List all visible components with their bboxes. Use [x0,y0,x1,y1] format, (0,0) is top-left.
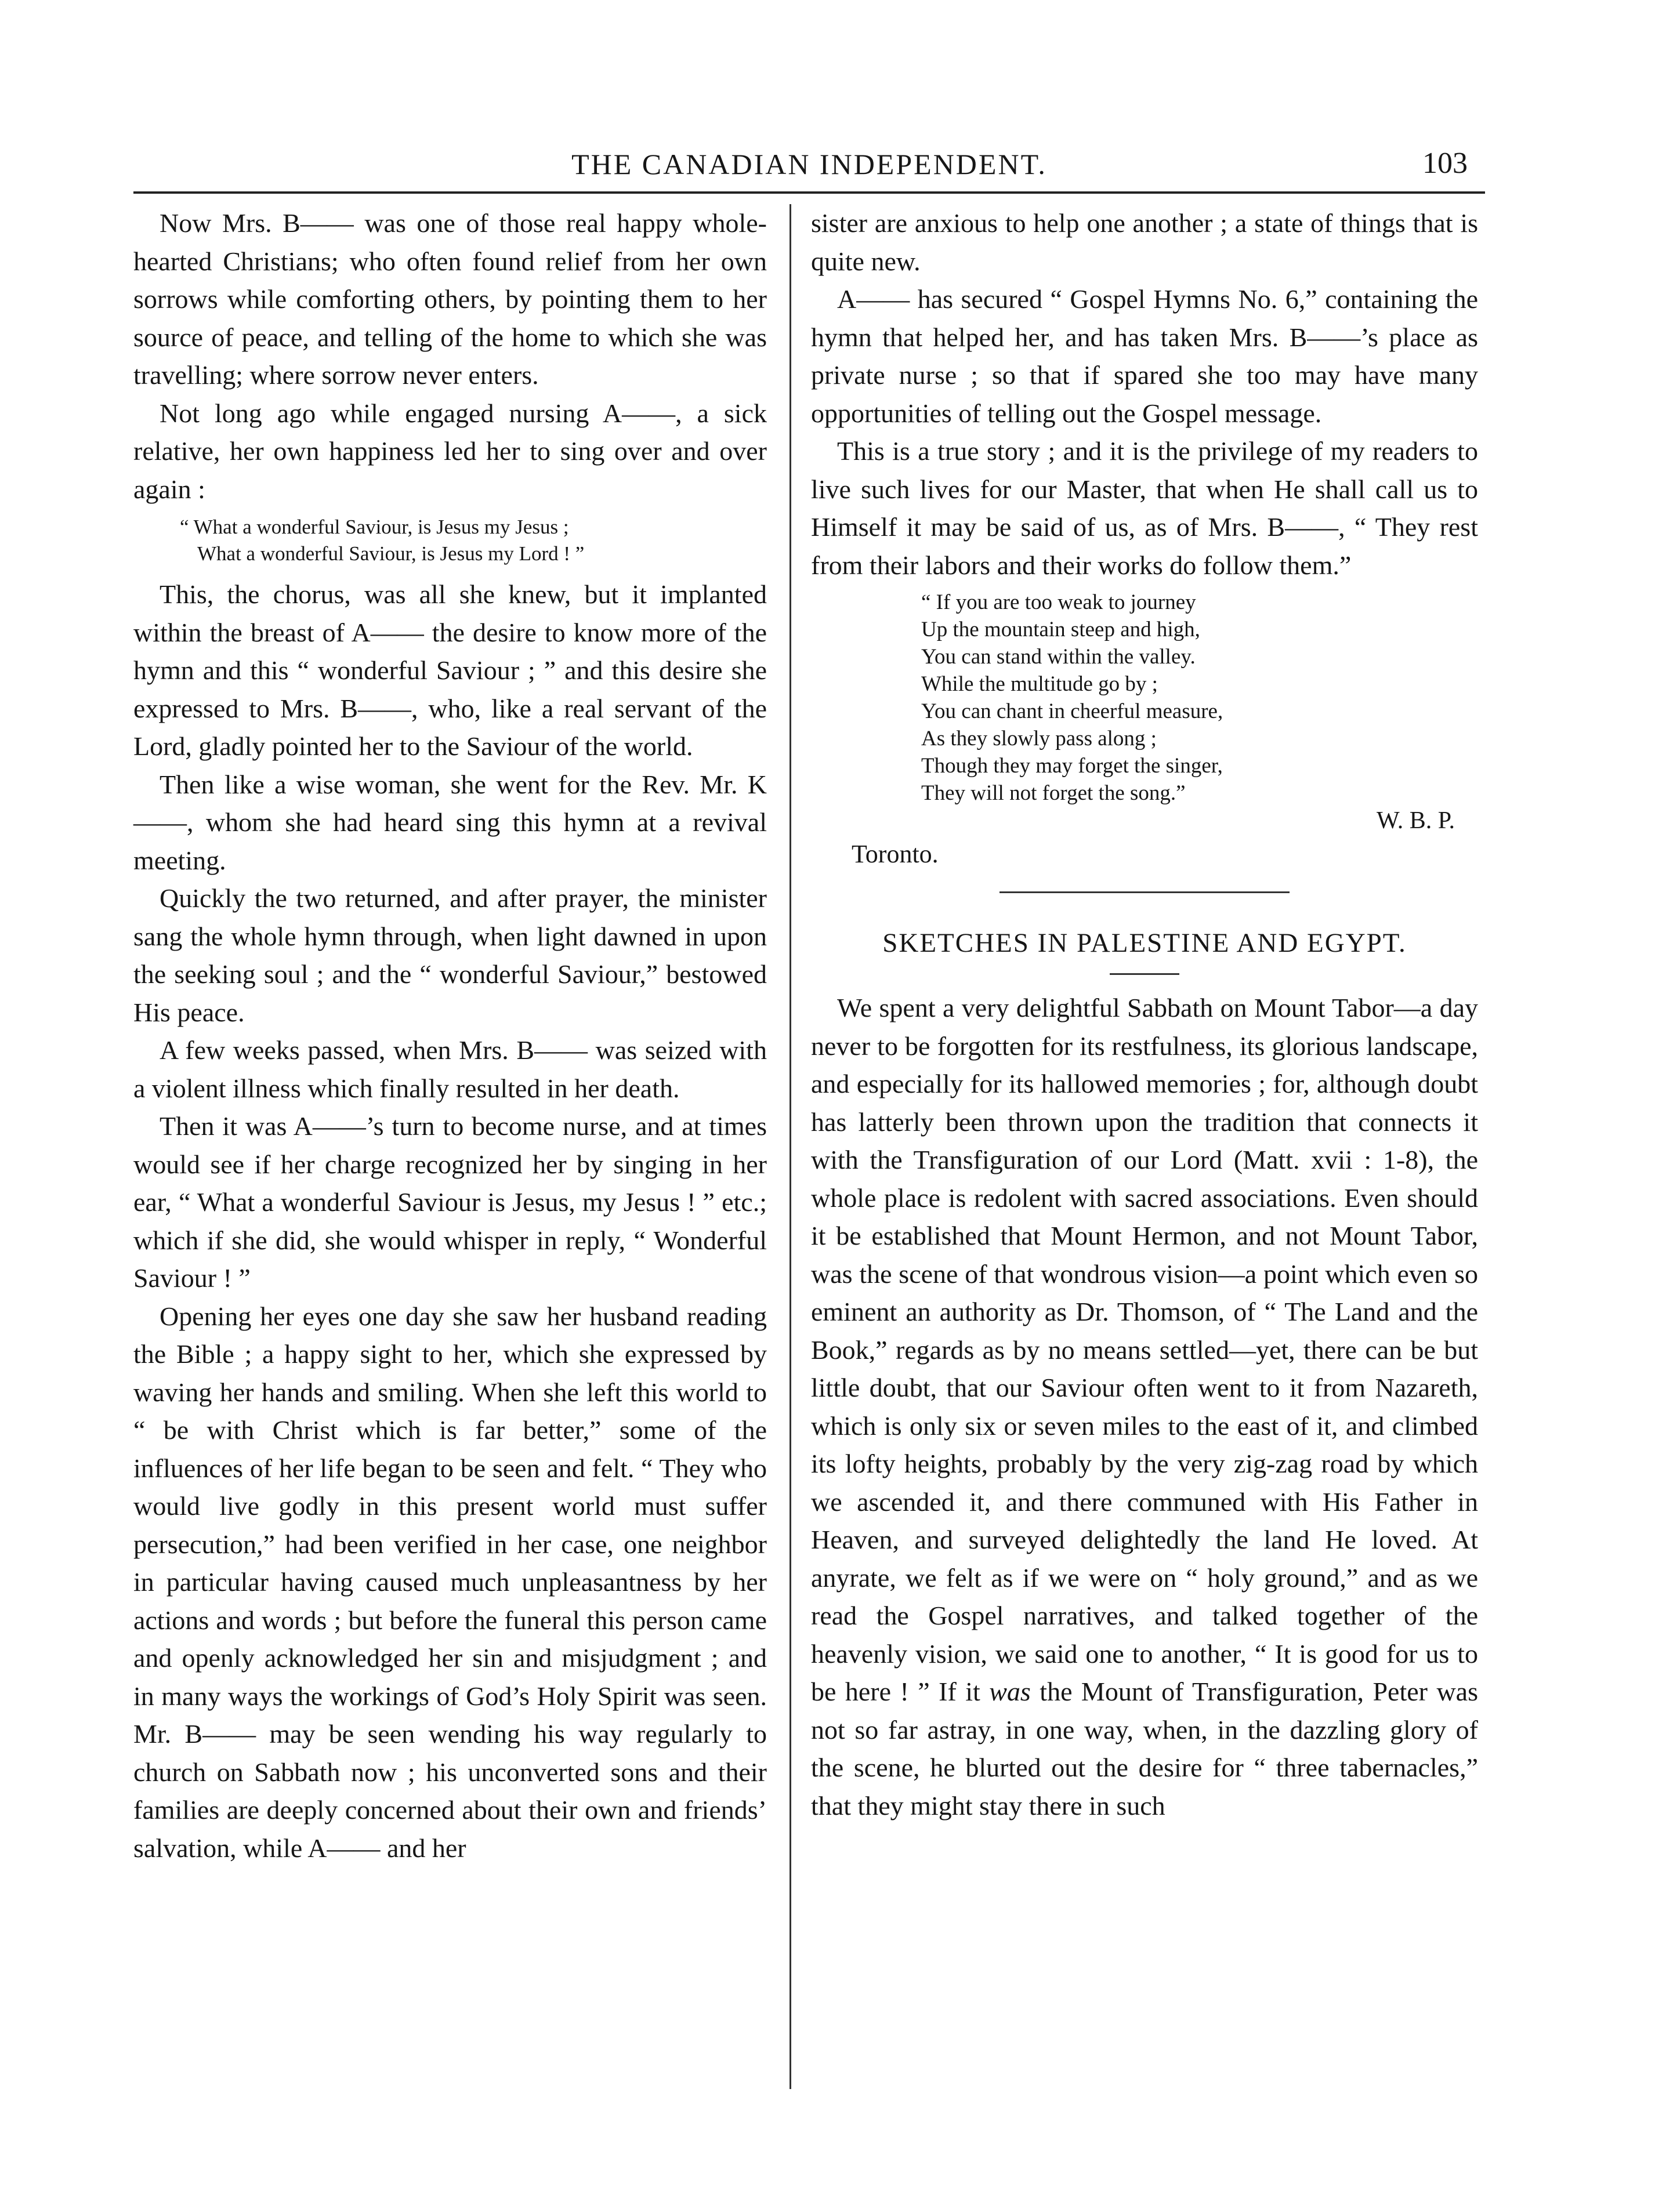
paragraph: A—— has secured “ Gospel Hymns No. 6,” containing the hymn that helped her, and has taken Mrs. B——’s place as private nurse ; so that if spared she too may have many opportunities of telling out the Gospel message. [811,284,1478,428]
paragraph: Then it was A——’s turn to become nurse, and at times would see if her charge recognized her by singing in her ear, “ What a wonderful Saviour is Jesus, my Jesus ! ” etc.; which if she did, she would whisper in reply, “ Wonderful Saviour ! ” [133,1111,767,1293]
section-heading: SKETCHES IN PALESTINE AND EGYPT. [882,928,1407,958]
place-line: Toronto. [852,840,939,868]
paragraph: Then like a wise woman, she went for the Rev. Mr. K——, whom she had heard sing this hymn at a revival meeting. [133,769,767,875]
poem-line: You can stand within the valley. [921,645,1196,669]
poem-line: Up the mountain steep and high, [921,618,1200,641]
left-column [133,204,767,1867]
paragraph: sister are anxious to help one another ; a state of things that is quite new. [811,208,1478,276]
page-header [133,133,1485,183]
paragraph [811,989,1478,1825]
paragraph: Now Mrs. B—— was one of those real happy whole-hearted Christians; who often found relief from her own sorrows while comforting others, by pointing them to her source of peace, and telling of the home to which she was travelling; where sorrow never enters. [133,208,767,390]
page-number: 103 [1422,147,1468,180]
section-rule [999,891,1290,893]
newspaper-page [133,133,1485,2094]
poem [921,589,1478,807]
poem-line: You can chant in cheerful measure, [921,699,1223,723]
poem-line: As they slowly pass along ; [921,727,1157,750]
hymn-chorus [180,514,767,567]
column-divider [790,204,791,2089]
paragraph: Opening her eyes one day she saw her husband reading the Bible ; a happy sight to her, which she expressed by waving her hands and smiling. When she left this world to “ be with Christ which is far better,” some of the influences of her life began to be seen and felt. “ They who would live godly in this present world must suffer persecution,” had been verified in her case, one neighbor in particular having caused much unpleasantness by her actions and words ; but before the funeral this person came and openly acknowledged her sin and misjudgment ; and in many ways the workings of God’s Holy Spirit was seen. Mr. B—— may be seen wending his way regularly to church on Sabbath now ; his unconverted sons and their families are deeply concerned about their own and friends’ salvation, while A—— and her [133,1301,767,1863]
paragraph: This, the chorus, was all she knew, but it implanted within the breast of A—— the desire to know more of the hymn and this “ wonderful Saviour ; ” and this desire she expressed to Mrs. B——, who, like a real servant of the Lord, gladly pointed her to the Saviour of the world. [133,579,767,761]
paragraph: Quickly the two returned, and after prayer, the minister sang the whole hymn through, when light dawned in upon the seeking soul ; and the “ wonderful Saviour,” bestowed His peace. [133,883,767,1027]
text-run: We spent a very delightful Sabbath on Mount Tabor—a day never to be forgotten for its restfulness, its glorious landscape, and especially for its hallowed memories ; for, although doubt has latterly been thrown upon the tradition that connects it with the Transfiguration of our Lord (Matt. xvii : 1-8), the whole place is redolent with sacred associations. Even should it be established that Mount Hermon, and not Mount Tabor, was the scene of that wondrous vision—a point which even so eminent an authority as Dr. Thomson, of “ The Land and the Book,” regards as by no means settled—yet, there can be but little doubt, that our Saviour often went to it from Nazareth, which is only six or seven miles to the east of it, and climbed its lofty heights, probably by the very zig-zag road by which we ascended it, and there communed with His Father in Heaven, and surveyed delightedly the land He loved. At anyrate, we felt as if we were on “ holy ground,” and as we read the Gospel narratives, and talked together of the heavenly vision, we said one to another, “ It is good for us to be here ! ” If it [811,993,1478,1706]
paragraph: A few weeks passed, when Mrs. B—— was seized with a violent illness which finally resulted in her death. [133,1035,767,1103]
paragraph: This is a true story ; and it is the privilege of my readers to live such lives for our Master, that when He shall call us to Himself it may be said of us, as of Mrs. B——, “ They rest from their labors and their works do follow them.” [811,436,1478,580]
author-signature: W. B. P. [1376,807,1455,834]
poem-line: Though they may forget the singer, [921,754,1223,778]
poem-line: They will not forget the song.” [921,781,1186,805]
poem-line: “ If you are too weak to journey [921,590,1196,614]
heading-rule [1110,973,1179,975]
running-title: THE CANADIAN INDEPENDENT. [571,148,1047,180]
paragraph: Not long ago while engaged nursing A——, a sick relative, her own happiness led her to sing over and over again : [133,398,767,504]
poem-line: While the multitude go by ; [921,672,1158,696]
verse-line: “ What a wonderful Saviour, is Jesus my Jesus ; [180,516,569,538]
italic-word: was [989,1677,1031,1706]
text-run: the Mount of Transfiguration, Peter was not so far astray, in one way, when, in the dazzling glory of the scene, he blurted out the desire for “ three tabernacles,” that they might stay there in such [811,1677,1478,1821]
verse-line: What a wonderful Saviour, is Jesus my Lord ! ” [197,542,585,565]
header-rule [133,191,1485,194]
right-column [811,204,1478,1825]
